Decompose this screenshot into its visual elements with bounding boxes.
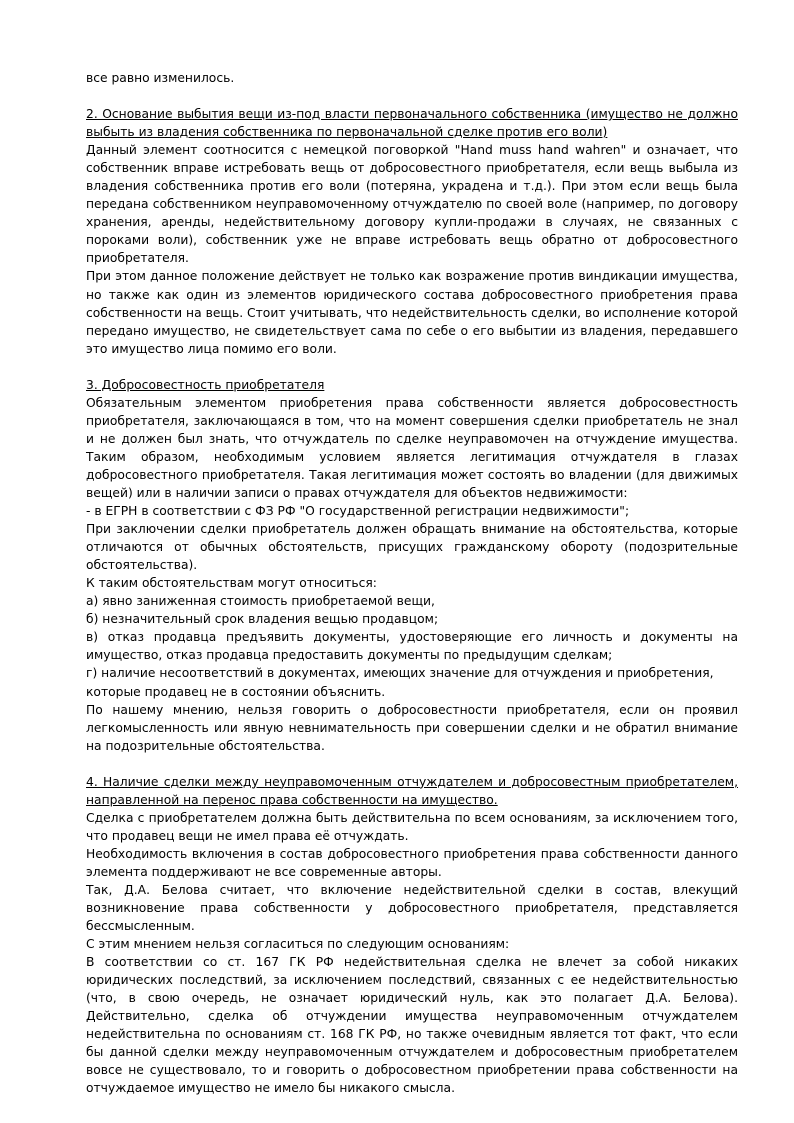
spacer xyxy=(86,358,738,376)
list-item: а) явно заниженная стоимость приобретаемой вещи, xyxy=(86,594,435,609)
list-item: в) отказ продавца предъявить документы, удостоверяющие его личность и документы на имущество, отказ продавца предоставить документы по предыдущим сделкам; xyxy=(86,630,738,663)
spacer xyxy=(86,755,738,773)
section-3-paragraph-1: Обязательным элементом приобретения права собственности является добросовестность приобретателя, заключающаяся в том, что на момент совершения сделки приобретатель не знал и не должен был знать, что отчуждатель по сделке неуправомочен на отчуждение имущества. Таким образом, необходимым условием является легитимация отчуждателя в глазах добросовестного приобретателя. Такая легитимация может состоять во владении (для движимых вещей) или в наличии записи о правах отчуждателя для объектов недвижимости: xyxy=(86,395,738,500)
section-3-paragraph-3: При заключении сделки приобретатель должен обращать внимание на обстоятельства, которые отличаются от обычных обстоятельств, присущих гражданскому обороту (подозрительные обстоятельства). xyxy=(86,522,738,573)
spacer xyxy=(86,87,738,105)
section-4-paragraph-3: Так, Д.А. Белова считает, что включение недействительной сделки в состав, влекущий возникновение права собственности у добросовестного приобретателя, представляется бессмысленным. xyxy=(86,882,738,934)
section-2-paragraph-1: Данный элемент соотносится с немецкой поговоркой "Hand muss hand wahren" и означает, что собственник вправе истребовать вещь от добросовестного приобретателя, если вещь выбыла из владения собственника против его воли (потеряна, украдена и т.д.). При этом если вещь была передана собственником неуправомоченному отчуждателю по своей воле (например, по договору хранения, аренды, недействительному договору купли-продажи в случаях, не связанных с пороками воли), собственник уже не вправе истребовать вещь обратно от добросовестного приобретателя. xyxy=(86,143,738,266)
document-page xyxy=(86,69,738,1098)
intro-text: все равно изменилось. xyxy=(86,71,235,85)
section-3-paragraph-2: - в ЕГРН в соответствии с ФЗ РФ "О государственной регистрации недвижимости"; xyxy=(86,504,630,519)
section-4-paragraph-2: Необходимость включения в состав добросовестного приобретения права собственности данного элемента поддерживают не все современные авторы. xyxy=(86,846,738,879)
section-2-paragraph-2: При этом данное положение действует не только как возражение против виндикации имущества, но также как один из элементов юридического состава добросовестного приобретения права собственности на вещь. Стоит учитывать, что недействительность сделки, во исполнение которой передано имущество, не свидетельствует сама по себе о его выбытии из владения, передавшего это имущество лица помимо его воли. xyxy=(86,269,738,356)
section-3-paragraph-4: К таким обстоятельствам могут относиться: xyxy=(86,576,377,591)
section-3-heading: 3. Добросовестность приобретателя xyxy=(86,377,325,392)
list-item: б) незначительный срок владения вещью продавцом; xyxy=(86,612,439,627)
section-3-paragraph-5: По нашему мнению, нельзя говорить о добросовестности приобретателя, если он проявил легкомысленность или явную невнимательность при совершении сделки и не обратил внимание на подозрительные обстоятельства. xyxy=(86,702,738,753)
section-4-heading: 4. Наличие сделки между неуправомоченным отчуждателем и добросовестным приобретателем, направленной на перенос права собственности на имущество. xyxy=(86,774,738,807)
section-2-heading: 2. Основание выбытия вещи из-под власти первоначального собственника (имущество не должно выбыть из владения собственника по первоначальной сделке против его воли) xyxy=(86,107,738,140)
section-4-paragraph-5: В соответствии со ст. 167 ГК РФ недействительная сделка не влечет за собой никаких юридических последствий, за исключением последствий, связанных с ее недействительностью (что, в свою очередь, не означает юридический нуль, как это полагает Д.А. Белова). Действительно, сделка об отчуждении имущества неуправомоченным отчуждателем недействительна по основаниям ст. 168 ГК РФ, но также очевидным является тот факт, что если бы данной сделки между неуправомоченным отчуждателем и добросовестным приобретателем вовсе не существовало, то и говорить о добросовестном приобретении права собственности на отчуждаемое имущество не имело бы никакого смысла. xyxy=(86,955,738,1096)
section-4-paragraph-1: Сделка с приобретателем должна быть действительна по всем основаниям, за исключением того, что продавец вещи не имел права её отчуждать. xyxy=(86,810,738,843)
section-4-paragraph-4: С этим мнением нельзя согласиться по следующим основаниям: xyxy=(86,937,510,952)
list-item: г) наличие несоответствий в документах, имеющих значение для отчуждения и приобретения, которые продавец не в состоянии объяснить. xyxy=(86,666,714,699)
